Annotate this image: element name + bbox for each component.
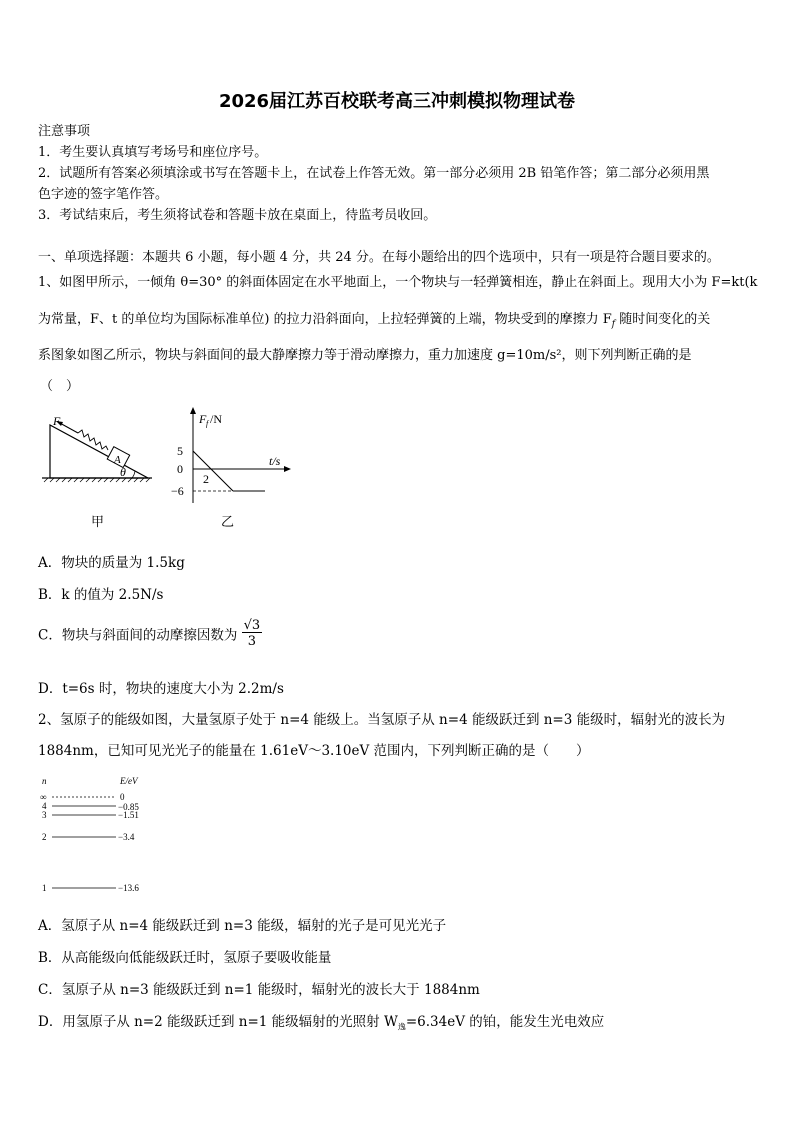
q2-option-d (38, 1010, 604, 1033)
level-2-n: 2 (42, 832, 47, 842)
y-axis-subscript: f (206, 419, 209, 428)
block-label: A (114, 454, 121, 466)
q1-option-a: A．物块的质量为 1.5kg (38, 555, 185, 571)
notice-item-3: 3．考试结束后，考生须将试卷和答题卡放在桌面上，待监考员收回。 (38, 208, 437, 223)
q1-line-2-text: 为常量，F、t 的单位均为国际标准单位) 的拉力沿斜面向，上拉轻弹簧的上端，物块受到的摩擦力 F (38, 312, 612, 327)
q1-option-d: D．t=6s 时，物块的速度大小为 2.2m/s (38, 681, 284, 697)
energy-header: E/eV (120, 776, 138, 786)
level-3-n: 3 (42, 810, 47, 820)
q1-line-2-end: 随时间变化的关 (615, 312, 711, 327)
q1-line-1: 1、如图甲所示，一倾角 θ=30° 的斜面体固定在水平地面上，一个物块与一轻弹簧相连，静止在斜面上。现用大小为 F=kt(k (38, 275, 758, 290)
figure-yi (165, 405, 295, 510)
q1-option-c (38, 619, 262, 648)
level-3-e: −1.51 (118, 810, 139, 820)
q2-option-b: B．从高能级向低能级跃迁时，氢原子要吸收能量 (38, 950, 332, 966)
q1-line-2 (38, 308, 710, 330)
q1-option-c-text: C．物块与斜面间的动摩擦因数为 (38, 627, 238, 644)
level-inf-e: 0 (120, 792, 125, 802)
q2-option-d-text: D．用氢原子从 n=2 能级跃迁到 n=1 能级辐射的光照射 W (38, 1014, 398, 1030)
notice-heading: 注意事项 (38, 124, 91, 139)
q1-answer-blank: （ ） (40, 379, 80, 394)
section-heading: 一、单项选择题：本题共 6 小题，每小题 4 分，共 24 分。在每小题给出的四个选项中，只有一项是符合题目要求的。 (38, 250, 720, 265)
notice-item-2-cont: 色字迹的签字笔作答。 (38, 187, 169, 202)
n-header: n (42, 776, 47, 786)
sqrt3-over-3-fraction (242, 619, 263, 648)
level-1-n: 1 (42, 883, 47, 893)
level-4-n: 4 (42, 801, 47, 811)
level-4-e: −0.85 (118, 802, 139, 812)
q1-line-3: 系图象如图乙所示，物块与斜面间的最大静摩擦力等于滑动摩擦力，重力加速度 g=10m/s²，则下列判断正确的是 (38, 348, 692, 363)
x-mark-2: 2 (203, 472, 209, 486)
notice-item-2: 2．试题所有答案必须填涂或书写在答题卡上，在试卷上作答无效。第一部分必须用 2B 铅笔作答；第二部分必须用黑 (38, 166, 710, 181)
level-2-e: −3.4 (118, 832, 135, 842)
figure-jia-caption: 甲 (91, 515, 105, 530)
q2-line-1: 2、氢原子的能级如图，大量氢原子处于 n=4 能级上。当氢原子从 n=4 能级跃迁到 n=3 能级时，辐射光的波长为 (38, 712, 726, 728)
q1-friction-subscript: f (611, 319, 616, 330)
q2-option-d-end: =6.34eV 的铂，能发生光电效应 (405, 1014, 605, 1030)
x-axis-label: t/s (269, 454, 281, 468)
q1-option-b: B．k 的值为 2.5N/s (38, 587, 164, 603)
y-tick-5: 5 (177, 444, 183, 458)
exam-title: 2026届江苏百校联考高三冲刺模拟物理试卷 (218, 91, 576, 112)
notice-item-1: 1．考生要认真填写考场号和座位序号。 (38, 145, 268, 160)
fraction-numerator: √3 (243, 618, 261, 633)
level-inf-n: ∞ (40, 792, 47, 802)
y-tick-0: 0 (177, 462, 183, 476)
force-label: F (53, 414, 61, 428)
friction-time-graph (165, 405, 295, 510)
y-axis-label: F (199, 412, 207, 426)
q2-line-2: 1884nm，已知可见光光子的能量在 1.61eV～3.10eV 范围内，下列判断正确的是（ ） (38, 743, 590, 759)
energy-level-diagram (36, 772, 166, 897)
angle-label: θ (120, 465, 126, 479)
q2-option-a: A．氢原子从 n=4 能级跃迁到 n=3 能级，辐射的光子是可见光光子 (38, 918, 447, 934)
level-1-e: −13.6 (118, 883, 139, 893)
fraction-denominator: 3 (247, 634, 257, 649)
q2-option-c: C．氢原子从 n=3 能级跃迁到 n=1 能级时，辐射光的波长大于 1884nm (38, 982, 480, 998)
work-function-subscript: 逸 (397, 1022, 406, 1032)
y-axis-unit: /N (210, 412, 222, 426)
figure-yi-caption: 乙 (221, 515, 235, 530)
y-tick-neg6: −6 (171, 484, 184, 498)
